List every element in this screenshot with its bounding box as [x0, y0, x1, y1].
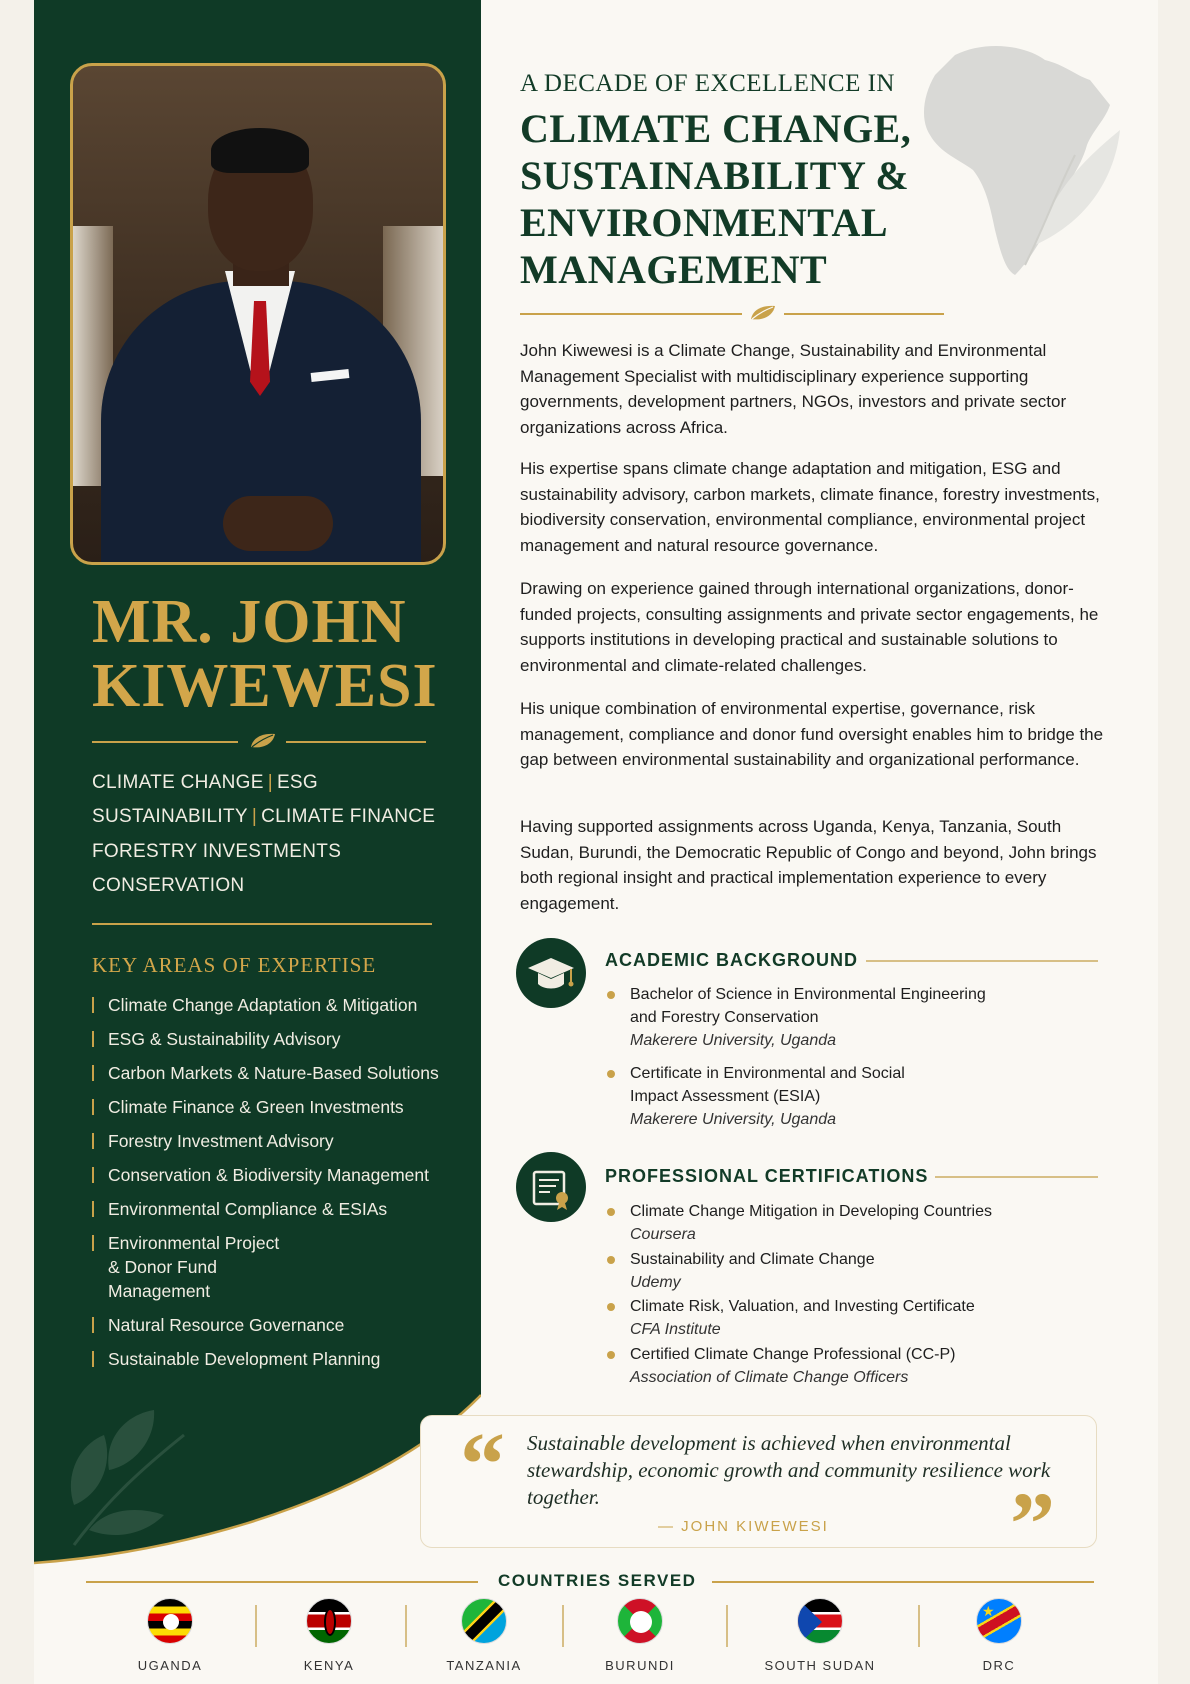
header-main-title: [520, 105, 940, 293]
bullet-dot: [607, 991, 615, 999]
academic-institution: Makerere University, Uganda: [630, 1032, 837, 1049]
academic-icon-badge: [516, 938, 586, 1008]
expertise-item: Carbon Markets & Nature-Based Solutions: [92, 1061, 452, 1085]
profile-photo: [70, 63, 446, 565]
name-line-1: MR. JOHN: [92, 588, 407, 656]
tagline-line-4: [92, 875, 452, 897]
tagline-item: CLIMATE CHANGE: [92, 772, 264, 793]
country-separator: [405, 1605, 407, 1647]
country-label: TANZANIA: [446, 1658, 522, 1673]
header-line: SUSTAINABILITY &: [520, 153, 910, 198]
expertise-item: ESG & Sustainability Advisory: [92, 1027, 452, 1051]
certification-provider: Coursera: [630, 1226, 696, 1243]
certifications-title-line: [935, 1176, 1098, 1178]
certifications-title: PROFESSIONAL CERTIFICATIONS: [605, 1166, 929, 1186]
africa-map-watermark: [915, 35, 1125, 280]
bullet-dot: [607, 1351, 615, 1359]
country-label: KENYA: [303, 1658, 355, 1673]
photo-hands: [223, 496, 333, 551]
certification-provider: Association of Climate Change Officers: [630, 1369, 909, 1386]
bullet-dot: [607, 1256, 615, 1264]
bio-paragraph: Drawing on experience gained through international organizations, donor-funded projects, consulting assignments and private sector engagements, he supports institutions in developing practical and sustainable solutions to environmental and climate-related challenges.: [520, 579, 1099, 675]
name-divider-right: [286, 741, 426, 743]
bullet-dot: [607, 1208, 615, 1216]
country-label: SOUTH SUDAN: [764, 1658, 876, 1673]
header-divider-right: [784, 313, 944, 315]
tagline-item: FORESTRY INVESTMENTS: [92, 841, 342, 862]
certification-name: Climate Risk, Valuation, and Investing Certificate: [630, 1298, 975, 1315]
graduation-cap-icon: [516, 938, 586, 1008]
country-drc: [934, 1598, 1064, 1673]
academic-institution: Makerere University, Uganda: [630, 1111, 837, 1128]
quote-author: — JOHN KIWEWESI: [658, 1518, 829, 1535]
leaf-icon: [248, 732, 278, 750]
tagline-line-3: [92, 841, 452, 863]
tagline-line-2: [92, 806, 452, 828]
leaf-icon: [748, 304, 778, 322]
name-line-2: KIWEWESI: [92, 652, 438, 720]
header-divider-left: [520, 313, 742, 315]
tagline-item: CLIMATE FINANCE: [261, 806, 436, 827]
tanzania-flag-icon: [461, 1598, 507, 1644]
countries-divider-left: [86, 1581, 478, 1583]
header-line: MANAGEMENT: [520, 247, 828, 292]
certification-entry: [630, 1343, 1100, 1389]
bio-paragraph: Having supported assignments across Uganda, Kenya, Tanzania, South Sudan, Burundi, the Democratic Republic of Congo and beyond, John brings both regional insight and practical implementation experience to every engagement.: [520, 817, 1097, 913]
country-separator: [726, 1605, 728, 1647]
country-uganda: [105, 1598, 235, 1673]
bullet-dot: [607, 1303, 615, 1311]
countries-title: COUNTRIES SERVED: [498, 1571, 697, 1590]
south-sudan-flag-icon: [797, 1598, 843, 1644]
certification-entry: [630, 1248, 1100, 1294]
tagline-item: SUSTAINABILITY: [92, 806, 248, 827]
certification-provider: Udemy: [630, 1274, 681, 1291]
certification-name: Climate Change Mitigation in Developing Countries: [630, 1203, 992, 1220]
expertise-item: Sustainable Development Planning: [92, 1347, 452, 1371]
expertise-item: Environmental Compliance & ESIAs: [92, 1197, 452, 1221]
tagline-item: CONSERVATION: [92, 875, 245, 896]
bio-paragraph: John Kiwewesi is a Climate Change, Sustainability and Environmental Management Specialist with multidisciplinary experience supporting governments, development partners, NGOs, investors and private sector organizations across Africa.: [520, 341, 1067, 437]
academic-title-line: [866, 960, 1098, 962]
quote-text: Sustainable development is achieved when environmental stewardship, economic growth and community resilience work together.: [527, 1431, 1051, 1509]
bullet-dot: [607, 1070, 615, 1078]
header-pre-title: A DECADE OF EXCELLENCE IN: [520, 70, 895, 97]
expertise-item: Environmental Project & Donor Fund Management: [92, 1231, 292, 1303]
bio-paragraph: His expertise spans climate change adaptation and mitigation, ESG and sustainability advisory, carbon markets, climate finance, forestry investments, biodiversity conservation, environmental compliance, environmental project management and natural resource governance.: [520, 459, 1100, 555]
expertise-item: Climate Change Adaptation & Mitigation: [92, 993, 452, 1017]
expertise-list: [92, 993, 452, 1381]
certification-entry: [630, 1295, 1100, 1341]
expertise-title: KEY AREAS OF EXPERTISE: [92, 953, 377, 977]
tagline-item: ESG: [276, 772, 318, 793]
academic-entry: [630, 1062, 1100, 1131]
expertise-divider: [92, 923, 432, 925]
expertise-item: Climate Finance & Green Investments: [92, 1095, 452, 1119]
certification-entry: [630, 1200, 1100, 1246]
country-label: UGANDA: [137, 1658, 203, 1673]
countries-divider-right: [712, 1581, 1094, 1583]
country-separator: [255, 1605, 257, 1647]
header-line: ENVIRONMENTAL: [520, 200, 889, 245]
academic-entry: [630, 983, 1100, 1052]
tagline-separator: |: [267, 772, 273, 793]
country-separator: [562, 1605, 564, 1647]
expertise-item: Natural Resource Governance: [92, 1313, 452, 1337]
uganda-flag-icon: [147, 1598, 193, 1644]
academic-degree: Bachelor of Science in Environmental Engineering and Forestry Conservation: [630, 986, 986, 1026]
close-quote-mark: ”: [1010, 1475, 1055, 1574]
country-label: DRC: [982, 1658, 1016, 1673]
certification-name: Sustainability and Climate Change: [630, 1251, 875, 1268]
profile-name: [92, 590, 452, 718]
header-line: CLIMATE CHANGE,: [520, 106, 912, 151]
name-divider-left: [92, 741, 238, 743]
country-label: BURUNDI: [605, 1658, 675, 1673]
photo-hair: [211, 128, 309, 173]
expertise-item: Forestry Investment Advisory: [92, 1129, 452, 1153]
country-burundi: [575, 1598, 705, 1673]
bio-paragraph: His unique combination of environmental expertise, governance, risk management, compliance and donor fund oversight enables him to bridge the gap between environmental sustainability and organizational performance.: [520, 699, 1104, 769]
country-separator: [918, 1605, 920, 1647]
expertise-item: Conservation & Biodiversity Management: [92, 1163, 452, 1187]
country-kenya: [264, 1598, 394, 1673]
certification-provider: CFA Institute: [630, 1321, 721, 1338]
country-south-sudan: [755, 1598, 885, 1673]
tagline-line-1: [92, 772, 452, 794]
drc-flag-icon: ★: [976, 1598, 1022, 1644]
certificate-icon: [516, 1152, 586, 1222]
academic-degree: Certificate in Environmental and Social Impact Assessment (ESIA): [630, 1065, 905, 1105]
certifications-icon-badge: [516, 1152, 586, 1222]
certification-name: Certified Climate Change Professional (CC-P): [630, 1346, 956, 1363]
country-tanzania: [419, 1598, 549, 1673]
academic-title: ACADEMIC BACKGROUND: [605, 950, 858, 970]
kenya-flag-icon: [306, 1598, 352, 1644]
burundi-flag-icon: [617, 1598, 663, 1644]
open-quote-mark: “: [460, 1415, 505, 1514]
tagline-separator: |: [251, 806, 258, 827]
